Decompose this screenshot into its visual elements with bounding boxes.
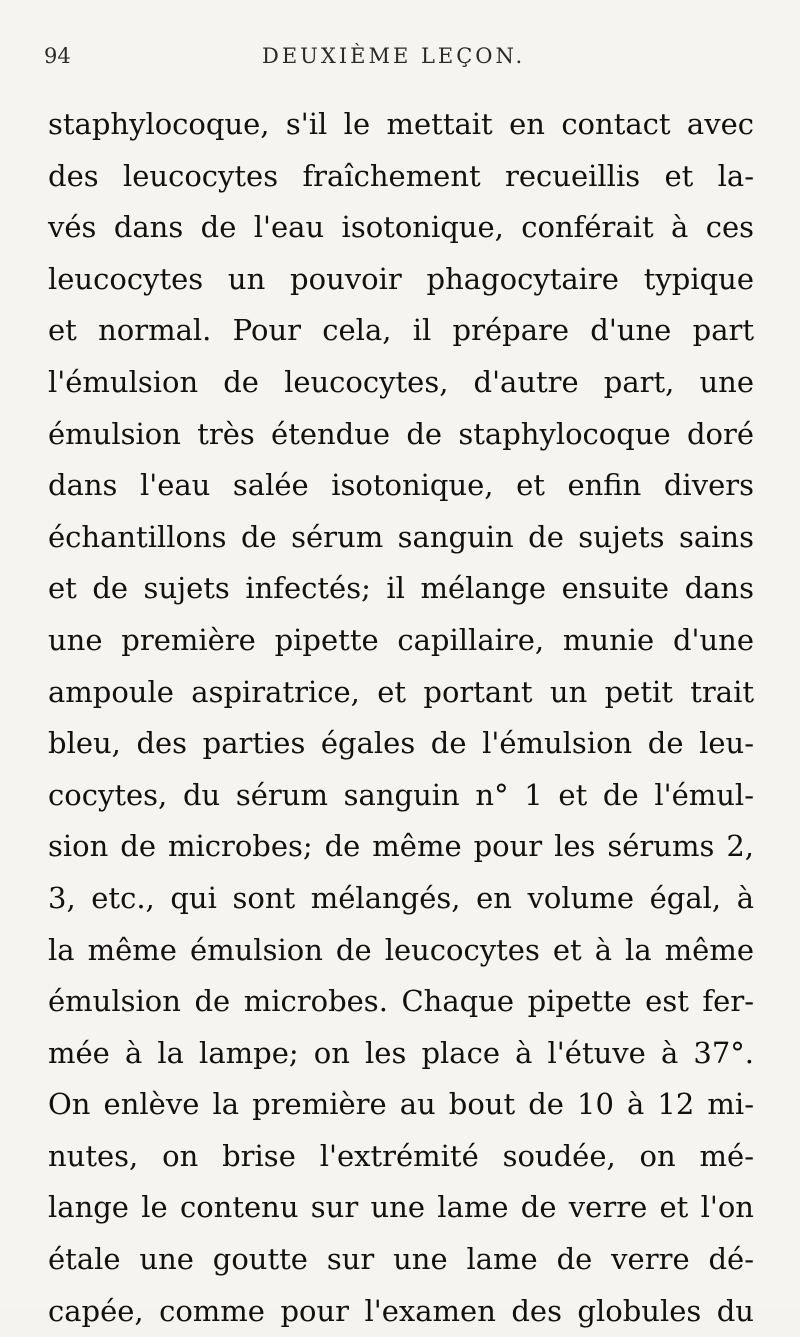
running-head: DEUXIÈME LEÇON.	[262, 44, 526, 68]
text-line: bleu, des parties égales de l'émulsion de leu-	[48, 726, 754, 761]
text-line: l'émulsion de leucocytes, d'autre part, une	[48, 364, 754, 399]
text-line: 3, etc., qui sont mélangés, en volume égal, à	[48, 880, 754, 915]
text-line: étale une goutte sur une lame de verre dé-	[48, 1242, 754, 1277]
text-line: staphylocoque, s'il le mettait en contact avec	[48, 107, 754, 141]
text-line: ampoule aspiratrice, et portant un petit trait	[48, 674, 754, 709]
text-line: sion de microbes; de même pour les sérums 2,	[48, 829, 754, 864]
text-line: et normal. Pour cela, il prépare d'une part	[48, 313, 754, 348]
text-line: cocytes, du sérum sanguin n° 1 et de l'émul-	[48, 777, 754, 812]
text-line: vés dans de l'eau isotonique, conférait à ces	[48, 210, 754, 245]
text-line: capée, comme pour l'examen des globules du	[48, 1293, 754, 1328]
page-number: 94	[44, 44, 71, 68]
body-text	[48, 99, 758, 1337]
text-line: lange le contenu sur une lame de verre et l'on	[48, 1190, 754, 1225]
text-line: des leucocytes fraîchement recueillis et la-	[48, 158, 754, 193]
text-line: une première pipette capillaire, munie d'une	[48, 622, 754, 657]
text-line: On enlève la première au bout de 10 à 12 mi-	[48, 1087, 754, 1122]
text-line: nutes, on brise l'extrémité soudée, on mé-	[48, 1138, 754, 1173]
text-line: mée à la lampe; on les place à l'étuve à 37°.	[48, 1035, 754, 1070]
text-line: la même émulsion de leucocytes et à la même	[48, 932, 754, 967]
text-line: échantillons de sérum sanguin de sujets sains	[48, 519, 754, 554]
text-line: dans l'eau salée isotonique, et enfin divers	[48, 468, 754, 503]
page-header	[44, 38, 756, 78]
text-line: leucocytes un pouvoir phagocytaire typique	[48, 261, 754, 296]
text-line: et de sujets infectés; il mélange ensuite dans	[48, 571, 754, 606]
text-line: émulsion de microbes. Chaque pipette est fer-	[48, 984, 754, 1019]
text-line: émulsion très étendue de staphylocoque doré	[48, 416, 754, 451]
